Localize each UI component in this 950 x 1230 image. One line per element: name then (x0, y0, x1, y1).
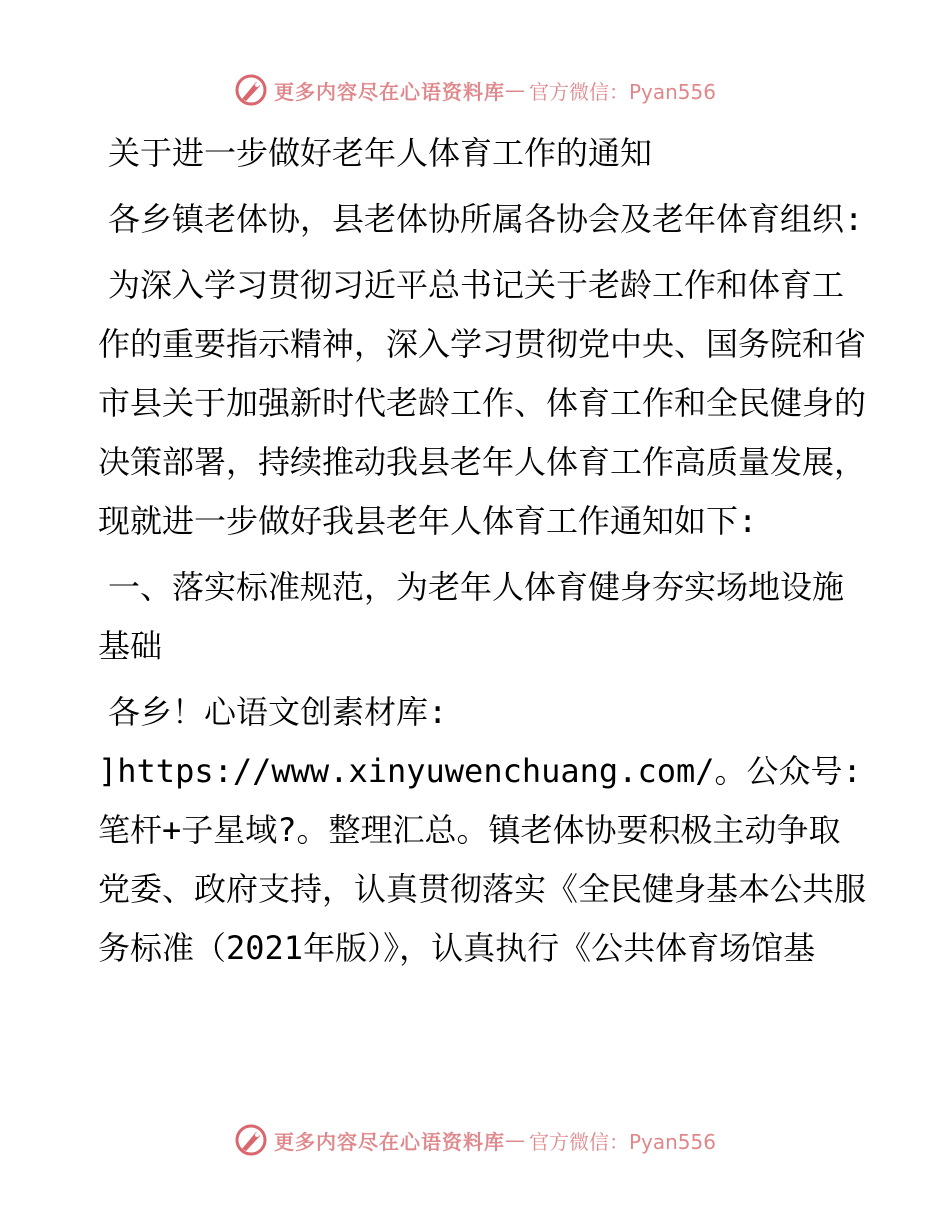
section-body-1: 各乡！心语文创素材库: ]https://www.xinyuwenchuang.com/。公众号: 笔杆+子星域?。整理汇总。镇老体协要积极主动争取党委、政府支持，认真贯彻落实《全民健身基本公共服务标准（2021年版）》，认真执行《公共体育场馆基 (98, 693, 867, 967)
document-title: 关于进一步做好老年人体育工作的通知 (108, 134, 653, 172)
watermark-separator: — (504, 78, 525, 102)
watermark-brand: 更多内容尽在心语资料库 (273, 1129, 505, 1154)
watermark-separator: — (504, 1128, 525, 1152)
pen-nib-circle-icon (234, 73, 268, 107)
watermark-contact: 官方微信：Pyan556 (528, 79, 716, 104)
watermark-brand: 更多内容尽在心语资料库 (273, 79, 505, 104)
pen-nib-circle-icon (234, 1123, 268, 1157)
watermark-contact: 官方微信：Pyan556 (528, 1129, 716, 1154)
watermark-header (0, 70, 950, 110)
watermark-footer (0, 1120, 950, 1160)
salutation: 各乡镇老体协，县老体协所属各协会及老年体育组织: (108, 200, 864, 238)
intro-paragraph: 为深入学习贯彻习近平总书记关于老龄工作和体育工作的重要指示精神，深入学习贯彻党中央、国务院和省市县关于加强新时代老龄工作、体育工作和全民健身的决策部署，持续推动我县老年人体育工作高质量发展，现就进一步做好我县老年人体育工作通知如下: (98, 266, 867, 540)
section-heading-1: 一、落实标准规范，为老年人体育健身夯实场地设施基础 (98, 568, 845, 665)
document-body (98, 124, 868, 985)
